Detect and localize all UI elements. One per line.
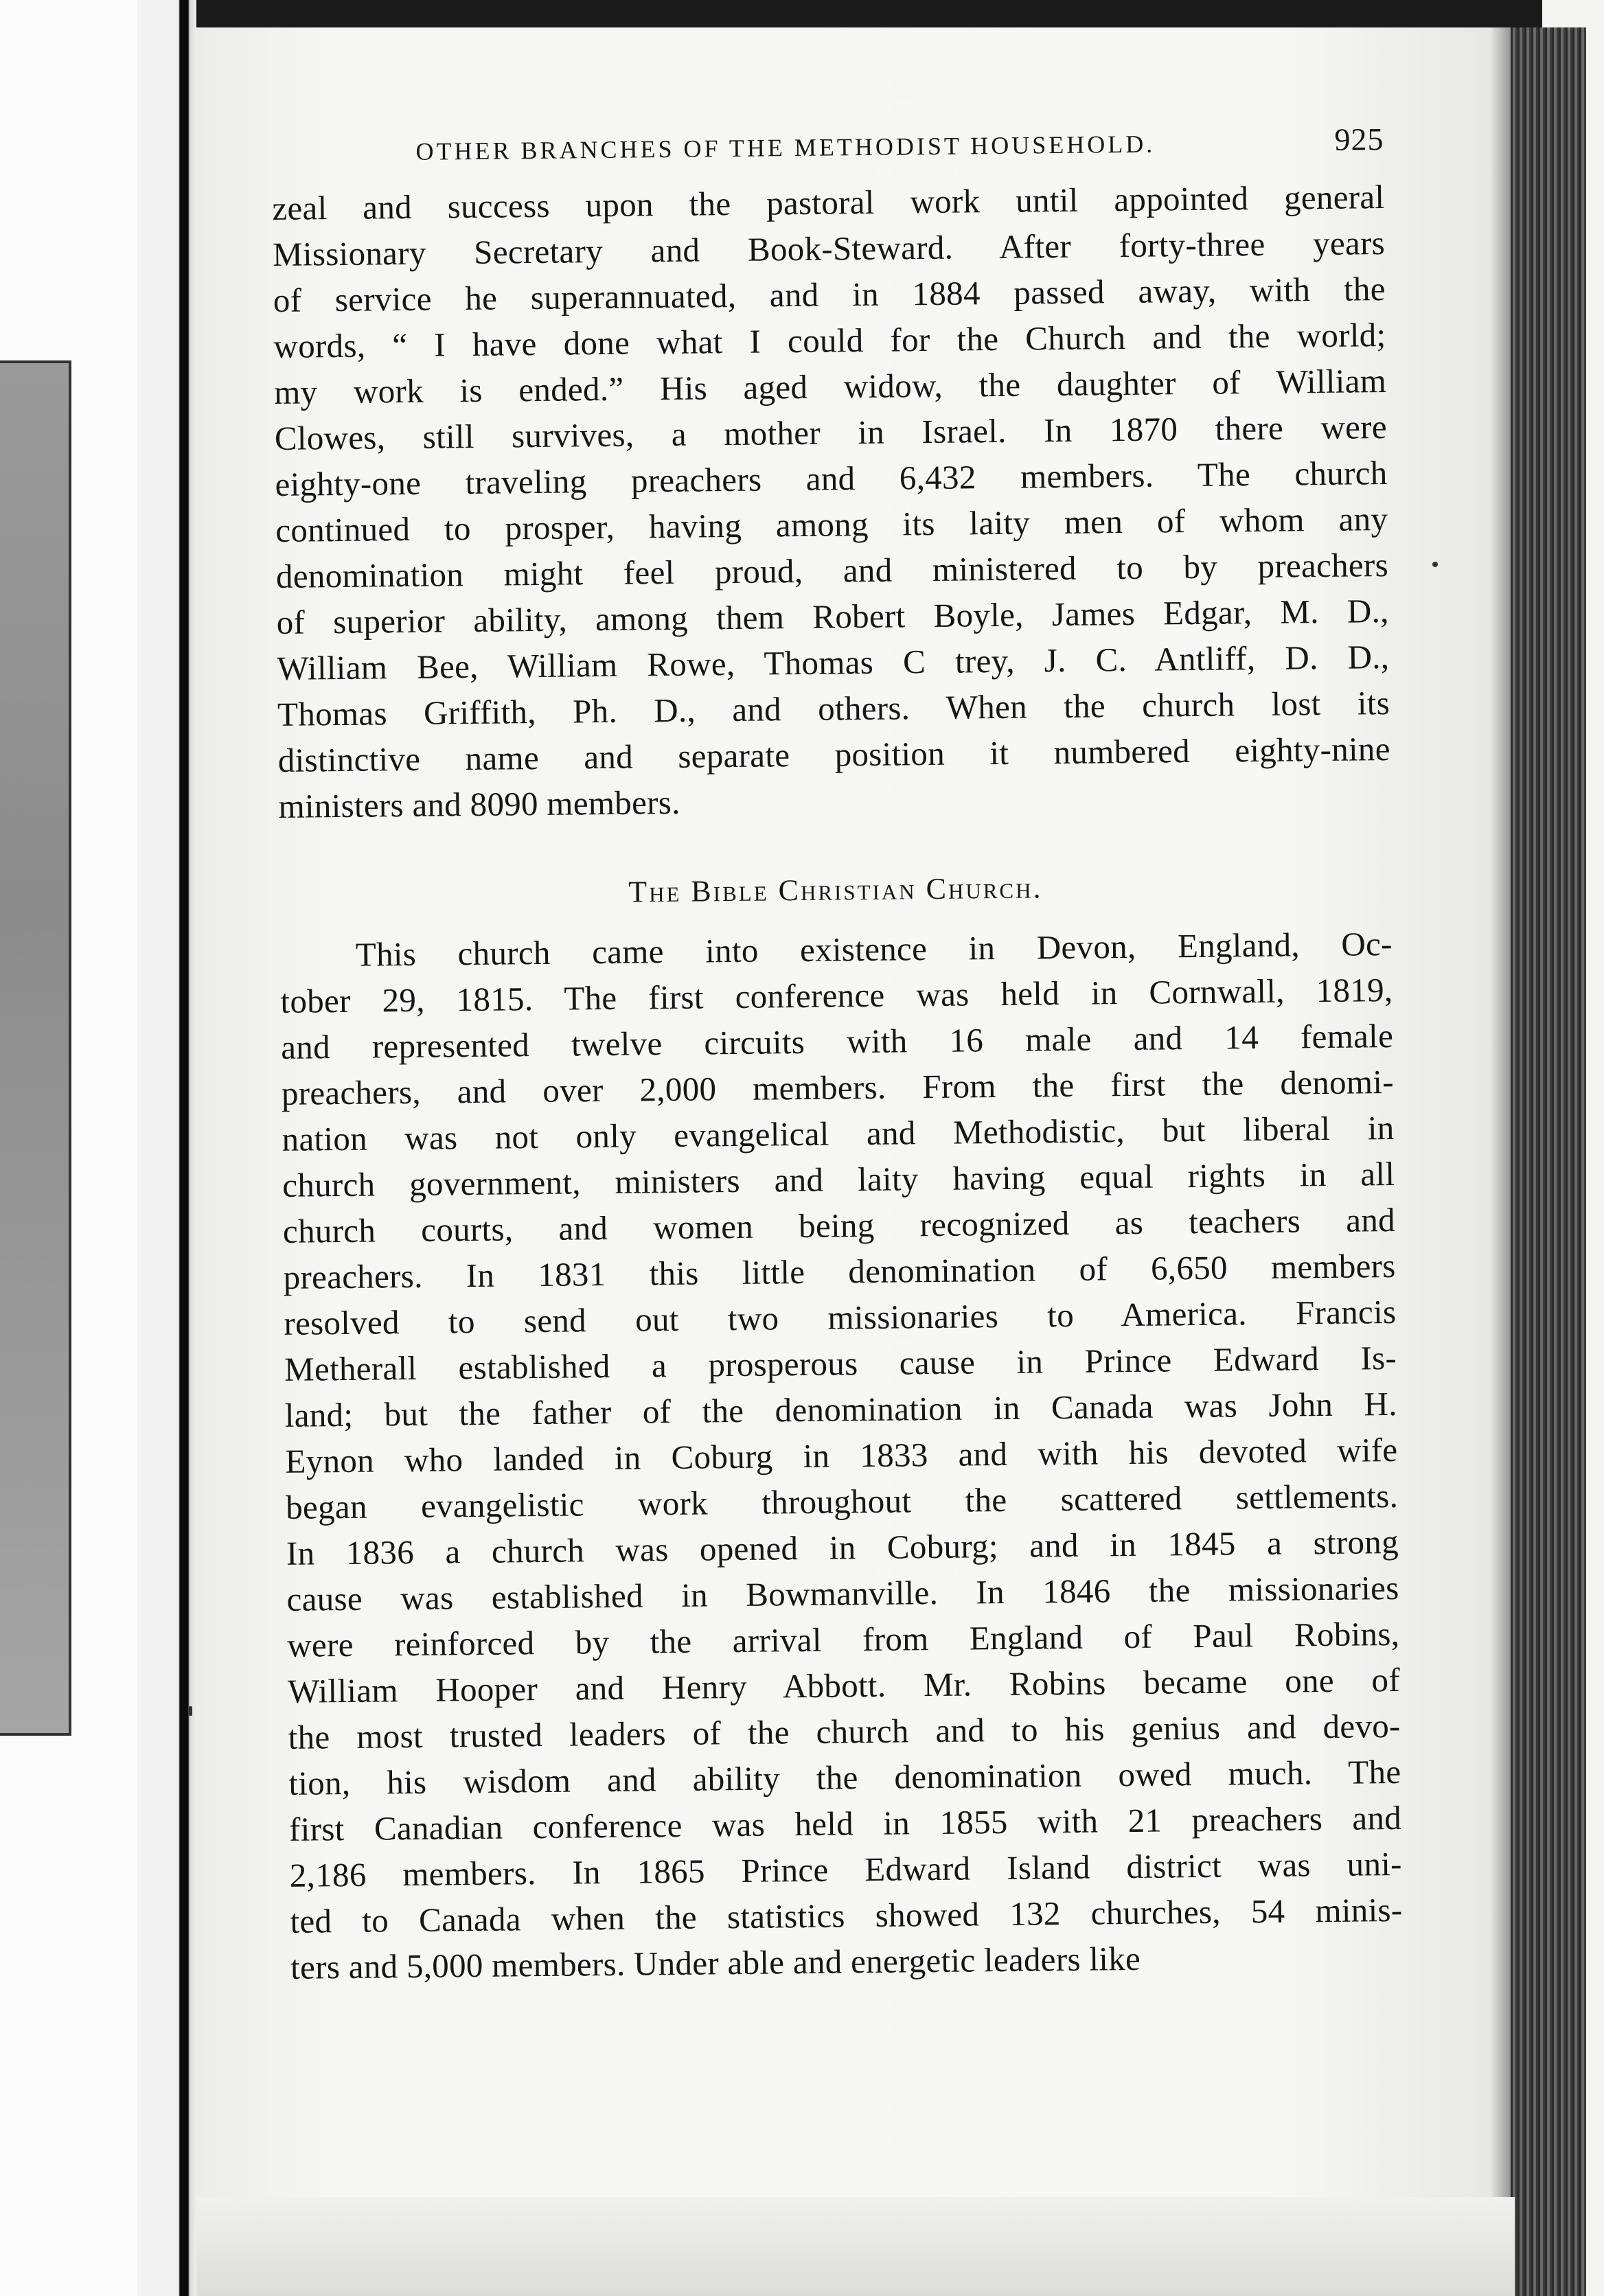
- text-line: This church came into existence in Devon, England, Oc-: [355, 924, 1393, 974]
- text-line: ters and 5,000 members. Under able and energetic leaders like: [290, 1939, 1141, 1986]
- text-line: Thomas Griffith, Ph. D., and others. When the church lost its: [277, 683, 1390, 733]
- text-line: church courts, and women being recognized as teachers and: [282, 1200, 1396, 1250]
- book-binding-gutter: [137, 0, 196, 2296]
- text-line: the most trusted leaders of the church and to his genius and devo-: [288, 1706, 1401, 1756]
- text-line: Clowes, still survives, a mother in Israel. In 1870 there were: [274, 408, 1388, 457]
- paragraph-bible-christian: [279, 921, 1403, 1990]
- text-line: my work is ended.” His aged widow, the daughter of William: [273, 362, 1387, 411]
- page-edges: [1511, 27, 1586, 2296]
- text-line: tion, his wisdom and ability the denomination owed much. The: [288, 1752, 1401, 1802]
- speck-mark: [1432, 562, 1438, 567]
- text-line: of service he superannuated, and in 1884 passed away, with the: [273, 270, 1386, 319]
- text-line: Eynon who landed in Coburg in 1833 and with his devoted wife: [285, 1430, 1398, 1480]
- text-line: William Hooper and Henry Abbott. Mr. Robins became one of: [287, 1660, 1401, 1710]
- text-line: denomination might feel proud, and ministered to by preachers: [275, 546, 1389, 595]
- text-line: eighty-one traveling preachers and 6,432 members. The church: [275, 454, 1388, 503]
- text-line: Missionary Secretary and Book-Steward. After forty-three years: [272, 224, 1386, 273]
- text-line: William Bee, William Rowe, Thomas C trey, J. C. Antliff, D. D.,: [277, 637, 1390, 687]
- text-line: tober 29, 1815. The first conference was held in Cornwall, 1819,: [280, 970, 1393, 1020]
- text-line: resolved to send out two missionaries to America. Francis: [284, 1292, 1397, 1342]
- text-line: ministers and 8090 members.: [278, 783, 680, 825]
- text-line: cause was established in Bowmanville. In 1846 the missionaries: [286, 1568, 1399, 1618]
- text-line: 2,186 members. In 1865 Prince Edward Island district was uni-: [289, 1844, 1403, 1894]
- page-bottom-shadow: [196, 2197, 1515, 2296]
- text-line: and represented twelve circuits with 16 male and 14 female: [280, 1016, 1394, 1066]
- facing-page-illustration: [0, 360, 71, 1736]
- text-line: Metherall established a prosperous cause in Prince Edward Is-: [284, 1338, 1397, 1388]
- text-line: nation was not only evangelical and Methodistic, but liberal in: [282, 1108, 1395, 1158]
- text-line: church government, ministers and laity having equal rights in all: [282, 1154, 1395, 1204]
- text-line: of superior ability, among them Robert Boyle, James Edgar, M. D.,: [276, 591, 1389, 641]
- text-line: began evangelistic work throughout the scattered settlements.: [285, 1476, 1399, 1526]
- text-line: continued to prosper, having among its laity men of whom any: [275, 500, 1388, 549]
- section-heading: The Bible Christian Church.: [628, 871, 1043, 909]
- text-line: distinctive name and separate position it numbered eighty-nine: [277, 729, 1391, 779]
- page-number: 925: [1334, 122, 1384, 157]
- text-line: In 1836 a church was opened in Coburg; and in 1845 a strong: [286, 1522, 1399, 1572]
- text-line: were reinforced by the arrival from England of Paul Robins,: [287, 1614, 1400, 1664]
- page-text: [271, 105, 1403, 1990]
- text-line: preachers. In 1831 this little denomination of 6,650 members: [283, 1246, 1396, 1296]
- text-line: preachers, and over 2,000 members. From the first the denomi-: [281, 1062, 1395, 1112]
- running-head-title: OTHER BRANCHES OF THE METHODIST HOUSEHOLD.: [415, 130, 1156, 165]
- running-head: [415, 105, 1384, 184]
- text-line: words, “ I have done what I could for the Church and the world;: [273, 316, 1386, 365]
- text-line: land; but the father of the denomination in Canada was John H.: [284, 1384, 1398, 1434]
- speck-mark: [189, 1706, 192, 1716]
- text-line: ted to Canada when the statistics showed 132 churches, 54 minis-: [290, 1890, 1403, 1940]
- text-line: first Canadian conference was held in 1855 with 21 preachers and: [288, 1798, 1402, 1848]
- text-line: zeal and success upon the pastoral work until appointed general: [272, 178, 1385, 227]
- paragraph-continued: [272, 174, 1391, 829]
